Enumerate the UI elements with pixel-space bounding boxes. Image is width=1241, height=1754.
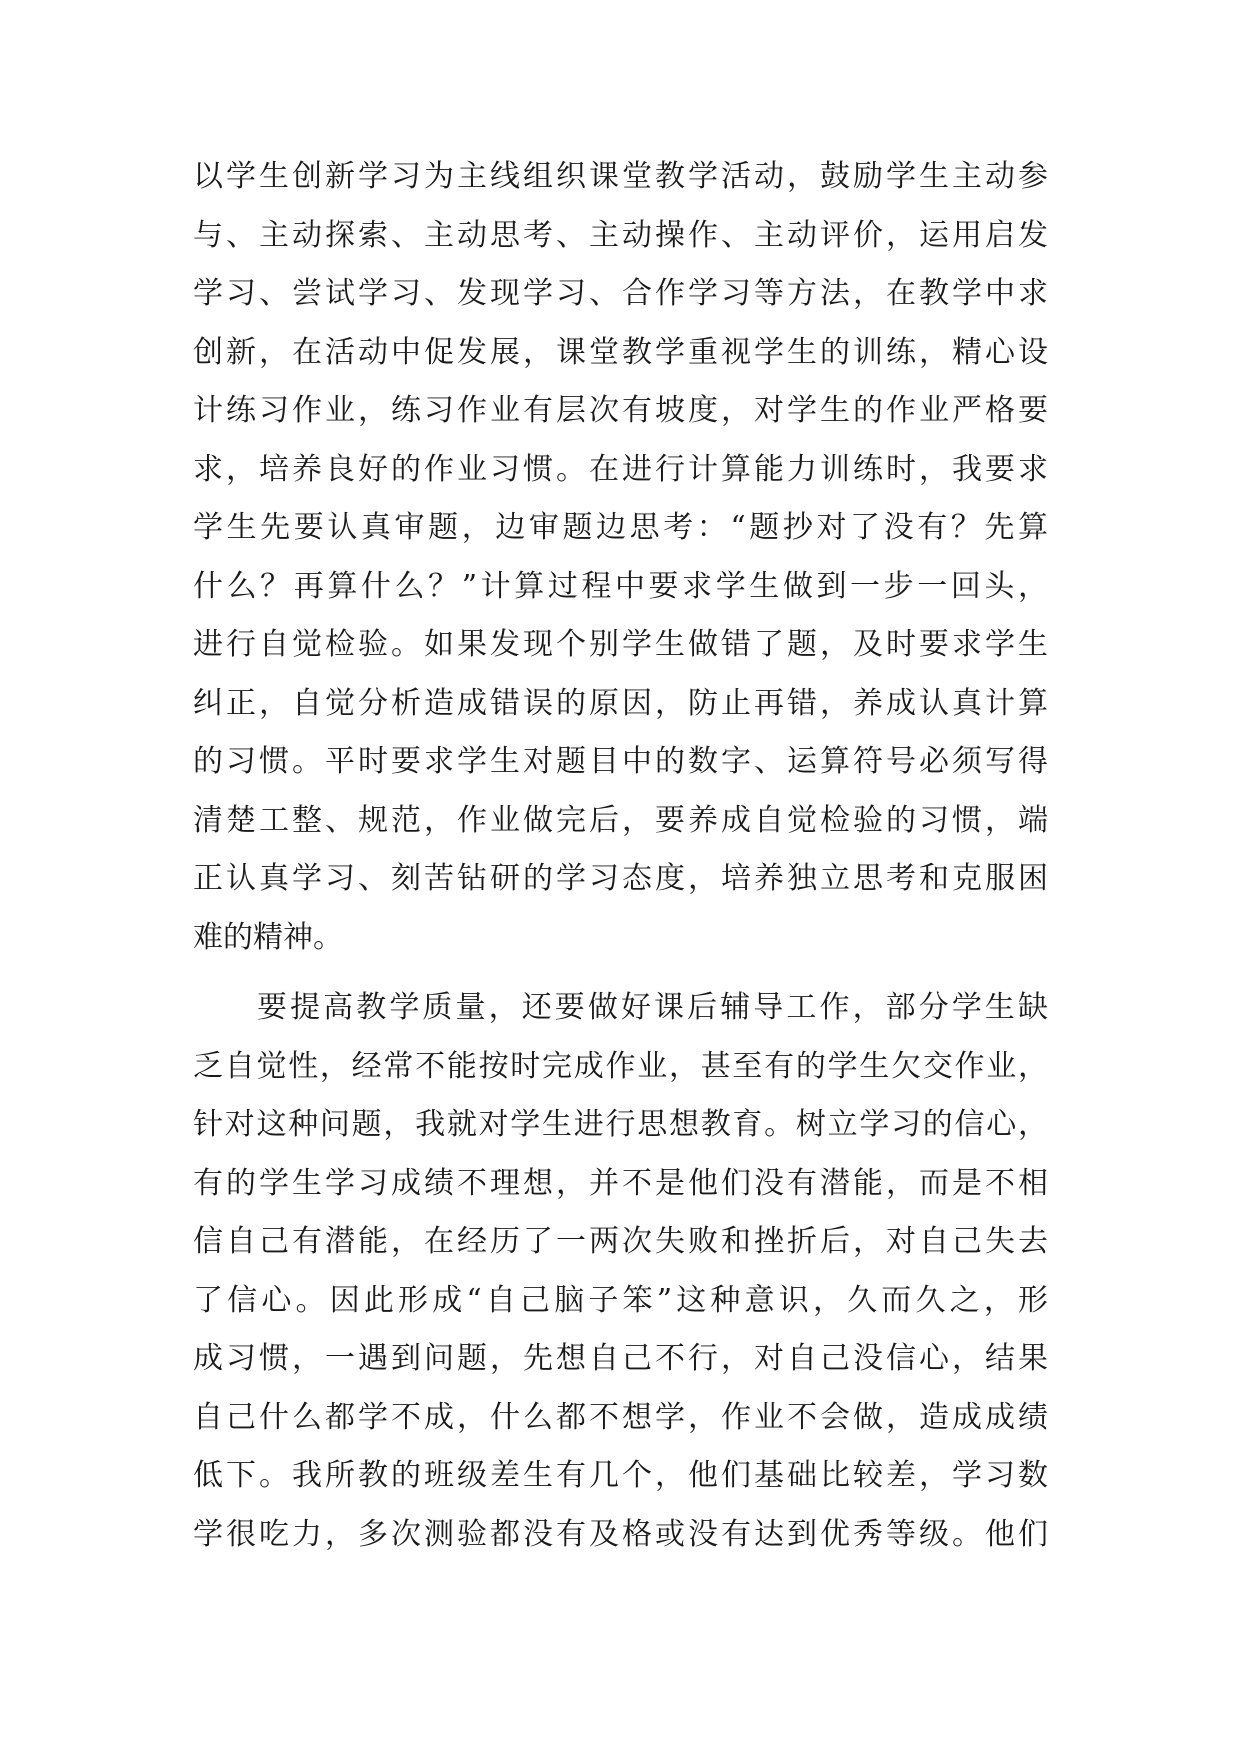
text-line: 求，培养良好的作业习惯。在进行计算能力训练时，我要求 (193, 451, 1048, 487)
text-line: 针对这种问题，我就对学生进行思想教育。树立学习的信心， (193, 1107, 1048, 1142)
text-line: 创新，在活动中促发展，课堂教学重视学生的训练，精心设 (193, 334, 1048, 370)
text-line: 乏自觉性，经常不能按时完成作业，甚至有的学生欠交作业， (193, 1048, 1048, 1084)
text-line: 了信心。因此形成“自己脑子笨”这种意识，久而久之，形 (193, 1282, 1048, 1318)
text-line: 清楚工整、规范，作业做完后，要养成自觉检验的习惯，端 (193, 802, 1048, 838)
text-line: 纠正，自觉分析造成错误的原因，防止再错，养成认真计算 (193, 685, 1048, 721)
text-line: 的习惯。平时要求学生对题目中的数字、运算符号必须写得 (193, 744, 1048, 779)
text-line: 学生先要认真审题，边审题边思考：“题抄对了没有？先算 (193, 510, 1048, 545)
text-line: 与、主动探索、主动思考、主动操作、主动评价，运用启发 (193, 217, 1048, 253)
text-line: 计练习作业，练习作业有层次有坡度，对学生的作业严格要 (193, 393, 1048, 428)
text-line: 信自己有潜能，在经历了一两次失败和挫折后，对自己失去 (193, 1224, 1048, 1259)
text-line: 进行自觉检验。如果发现个别学生做错了题，及时要求学生 (193, 627, 1048, 662)
text-line: 成习惯，一遇到问题，先想自己不行，对自己没信心，结果 (193, 1341, 1048, 1376)
text-line: 要提高教学质量，还要做好课后辅导工作，部分学生缺 (257, 990, 1048, 1025)
document-body (193, 148, 1048, 1564)
text-line: 自己什么都学不成，什么都不想学，作业不会做，造成成绩 (193, 1399, 1048, 1435)
paragraph-1 (193, 148, 1048, 967)
paragraph-spacing (193, 967, 1048, 979)
text-line: 难的精神。 (193, 919, 343, 955)
paragraph-2 (193, 979, 1048, 1564)
text-line: 正认真学习、刻苦钻研的学习态度，培养独立思考和克服困 (193, 861, 1048, 896)
text-line: 以学生创新学习为主线组织课堂教学活动，鼓励学生主动参 (193, 159, 1048, 194)
text-line: 什么？再算什么？”计算过程中要求学生做到一步一回头， (193, 568, 1048, 604)
text-line: 有的学生学习成绩不理想，并不是他们没有潜能，而是不相 (193, 1165, 1048, 1201)
text-line: 学习、尝试学习、发现学习、合作学习等方法，在教学中求 (193, 276, 1048, 311)
text-line: 低下。我所教的班级差生有几个，他们基础比较差，学习数 (193, 1458, 1048, 1493)
text-line: 学很吃力，多次测验都没有及格或没有达到优秀等级。他们 (193, 1516, 1048, 1552)
